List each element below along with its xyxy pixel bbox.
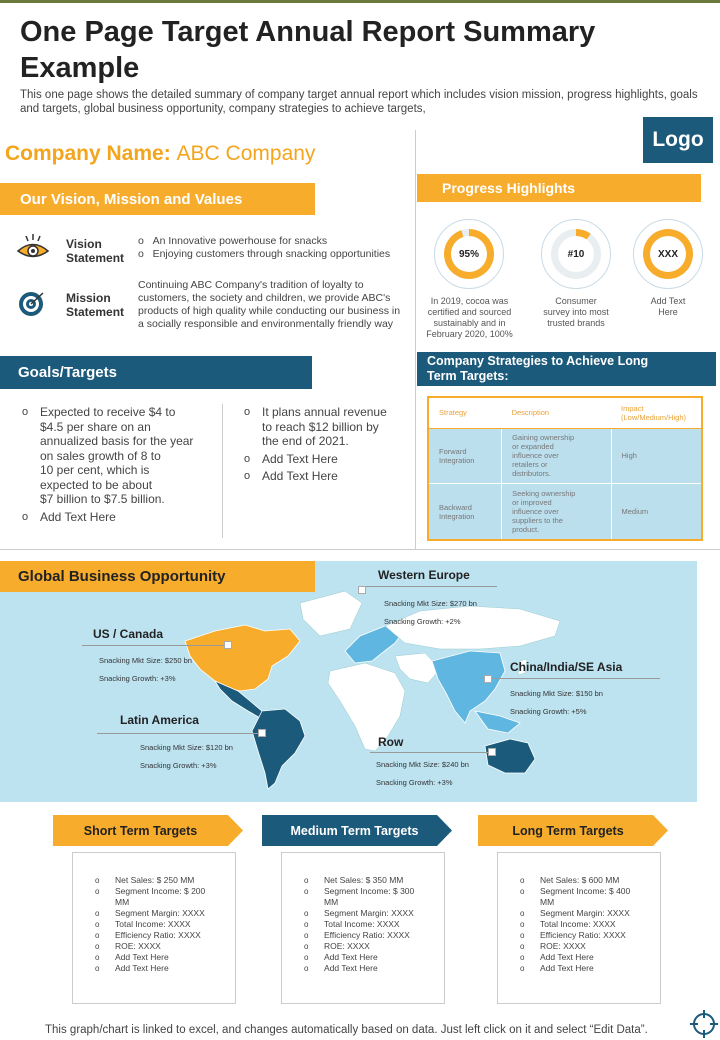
list-item: o Add Text Here bbox=[520, 963, 646, 974]
list-item: o An Innovative powerhouse for snacks bbox=[138, 235, 328, 247]
short-term-title: Short Term Targets bbox=[83, 823, 198, 838]
list-item: o Add Text Here bbox=[95, 952, 221, 963]
goals-section-header: Goals/Targets bbox=[0, 356, 312, 389]
column-header: Strategy bbox=[429, 398, 502, 428]
leader-line bbox=[97, 733, 262, 734]
marker bbox=[224, 641, 232, 649]
list-item: o Add Text Here bbox=[242, 452, 412, 467]
list-item: o Enjoying customers through snacking opportunities bbox=[138, 248, 391, 260]
region-row: Row bbox=[378, 735, 404, 749]
list-item: o ROE: XXXX bbox=[95, 941, 221, 952]
page-subtitle: This one page shows the detailed summary of company target annual report which includes vision mission, progress highlights, goals and targets, global business opportunity, company strategies to achieve targets, bbox=[20, 89, 698, 115]
list-item: o ROE: XXXX bbox=[520, 941, 646, 952]
list-item: o Add Text Here bbox=[20, 510, 220, 525]
list-item: o Efficiency Ratio: XXXX bbox=[520, 930, 646, 941]
medium-term-list bbox=[281, 852, 445, 1004]
goals-divider bbox=[222, 404, 223, 538]
marker bbox=[488, 748, 496, 756]
leader-line bbox=[82, 645, 227, 646]
column-divider bbox=[415, 130, 416, 549]
goals-left-list bbox=[20, 405, 220, 527]
crosshair-icon bbox=[690, 1010, 718, 1040]
eye-icon bbox=[16, 233, 50, 268]
list-item: o Add Text Here bbox=[520, 952, 646, 963]
list-item: o Segment Income: $ 200 MM bbox=[95, 886, 221, 908]
strategies-header: Company Strategies to Achieve Long Term Targets: bbox=[417, 352, 716, 386]
progress-ring bbox=[643, 229, 693, 279]
list-item: o Total Income: XXXX bbox=[95, 919, 221, 930]
list-item: o Add Text Here bbox=[304, 963, 430, 974]
short-term-list bbox=[72, 852, 236, 1004]
list-item: o Net Sales: $ 250 MM bbox=[95, 875, 221, 886]
progress-caption-1: In 2019, cocoa was certified and sourced sustainably and in February 2020, 100% bbox=[426, 296, 513, 339]
progress-circle-1 bbox=[434, 219, 504, 289]
company-value: ABC Company bbox=[176, 142, 316, 165]
long-term-title: Long Term Targets bbox=[512, 823, 624, 838]
list-item: o Segment Margin: XXXX bbox=[520, 908, 646, 919]
list-item: o Add Text Here bbox=[304, 952, 430, 963]
list-item: o Segment Margin: XXXX bbox=[95, 908, 221, 919]
marker bbox=[258, 729, 266, 737]
list-item: o Segment Margin: XXXX bbox=[304, 908, 430, 919]
medium-term-title: Medium Term Targets bbox=[290, 823, 419, 838]
leader-line bbox=[370, 752, 492, 753]
progress-circle-3 bbox=[633, 219, 703, 289]
vision-items bbox=[138, 235, 390, 261]
leader-line bbox=[362, 586, 497, 587]
region-latin-america: Latin America bbox=[120, 713, 199, 727]
list-item: o Add Text Here bbox=[242, 469, 412, 484]
region-stats: Snacking Mkt Size: $270 bn Snacking Growth: +2% bbox=[384, 599, 477, 626]
list-item: o Efficiency Ratio: XXXX bbox=[304, 930, 430, 941]
region-stats: Snacking Mkt Size: $240 bn Snacking Growth: +3% bbox=[376, 760, 469, 787]
list-item: o ROE: XXXX bbox=[304, 941, 430, 952]
table-header-row bbox=[429, 398, 701, 428]
list-item: o Net Sales: $ 600 MM bbox=[520, 875, 646, 886]
company-name bbox=[5, 142, 315, 166]
region-western-europe: Western Europe bbox=[378, 568, 470, 582]
list-item: o Expected to receive $4 to $4.5 per share on an annualized basis for the year on sales growth of 8 to 10 per cent, which is expected to be about $7 billion to $7.5 billion. bbox=[20, 405, 220, 507]
mission-label: Mission Statement bbox=[66, 291, 125, 319]
list-item: o Segment Income: $ 300 MM bbox=[304, 886, 430, 908]
list-item: o Add Text Here bbox=[95, 963, 221, 974]
region-stats: Snacking Mkt Size: $150 bn Snacking Growth: +5% bbox=[510, 689, 603, 716]
vision-label: Vision Statement bbox=[66, 237, 125, 265]
vision-section-header: Our Vision, Mission and Values bbox=[0, 183, 315, 215]
list-item: o Efficiency Ratio: XXXX bbox=[95, 930, 221, 941]
region-stats: Snacking Mkt Size: $120 bn Snacking Growth: +3% bbox=[140, 743, 233, 770]
progress-circle-2 bbox=[541, 219, 611, 289]
list-item: o Net Sales: $ 350 MM bbox=[304, 875, 430, 886]
region-china-india: China/India/SE Asia bbox=[510, 660, 623, 674]
goals-right-list bbox=[242, 405, 412, 487]
progress-value: XXX bbox=[650, 236, 686, 272]
long-term-list bbox=[497, 852, 661, 1004]
strategies-table bbox=[427, 396, 703, 541]
progress-value: 95% bbox=[451, 236, 487, 272]
footer-note: This graph/chart is linked to excel, and changes automatically based on data. Just left click on it and select “Edit Data”. bbox=[45, 1024, 648, 1036]
global-section-header: Global Business Opportunity bbox=[0, 561, 315, 592]
table-row: Forward Integration Gaining ownership or expanded influence over retailers or distributors. High bbox=[429, 428, 701, 484]
table-row: Backward Integration Seeking ownership or improved influence over suppliers to the product. Medium bbox=[429, 484, 701, 539]
progress-ring bbox=[551, 229, 601, 279]
region-stats: Snacking Mkt Size: $250 bn Snacking Growth: +3% bbox=[99, 656, 192, 683]
list-item: o Total Income: XXXX bbox=[304, 919, 430, 930]
top-rule bbox=[0, 0, 720, 3]
progress-section-header: Progress Highlights bbox=[417, 174, 701, 202]
target-icon bbox=[16, 289, 46, 324]
logo: Logo bbox=[643, 117, 713, 163]
column-header: Description bbox=[502, 398, 611, 428]
region-us-canada: US / Canada bbox=[93, 627, 164, 641]
list-item: o Total Income: XXXX bbox=[520, 919, 646, 930]
progress-value: #10 bbox=[558, 236, 594, 272]
page-title: One Page Target Annual Report Summary Example bbox=[20, 16, 596, 84]
list-item: o Segment Income: $ 400 MM bbox=[520, 886, 646, 908]
progress-ring bbox=[444, 229, 494, 279]
marker bbox=[358, 586, 366, 594]
leader-line bbox=[488, 678, 660, 679]
marker bbox=[484, 675, 492, 683]
company-label: Company Name: bbox=[5, 142, 171, 165]
progress-caption-2: Consumer survey into most trusted brands bbox=[543, 296, 609, 328]
progress-caption-3: Add Text Here bbox=[650, 296, 686, 317]
list-item: o It plans annual revenue to reach $12 billion by the end of 2021. bbox=[242, 405, 412, 449]
section-divider bbox=[0, 549, 720, 550]
column-header: Impact (Low/Medium/High) bbox=[611, 398, 701, 428]
mission-text: Continuing ABC Company's tradition of loyalty to customers, the society and children, we provide ABC's products of high quality while conducting our business in a socially responsible and environmentally friendly way bbox=[138, 279, 401, 330]
